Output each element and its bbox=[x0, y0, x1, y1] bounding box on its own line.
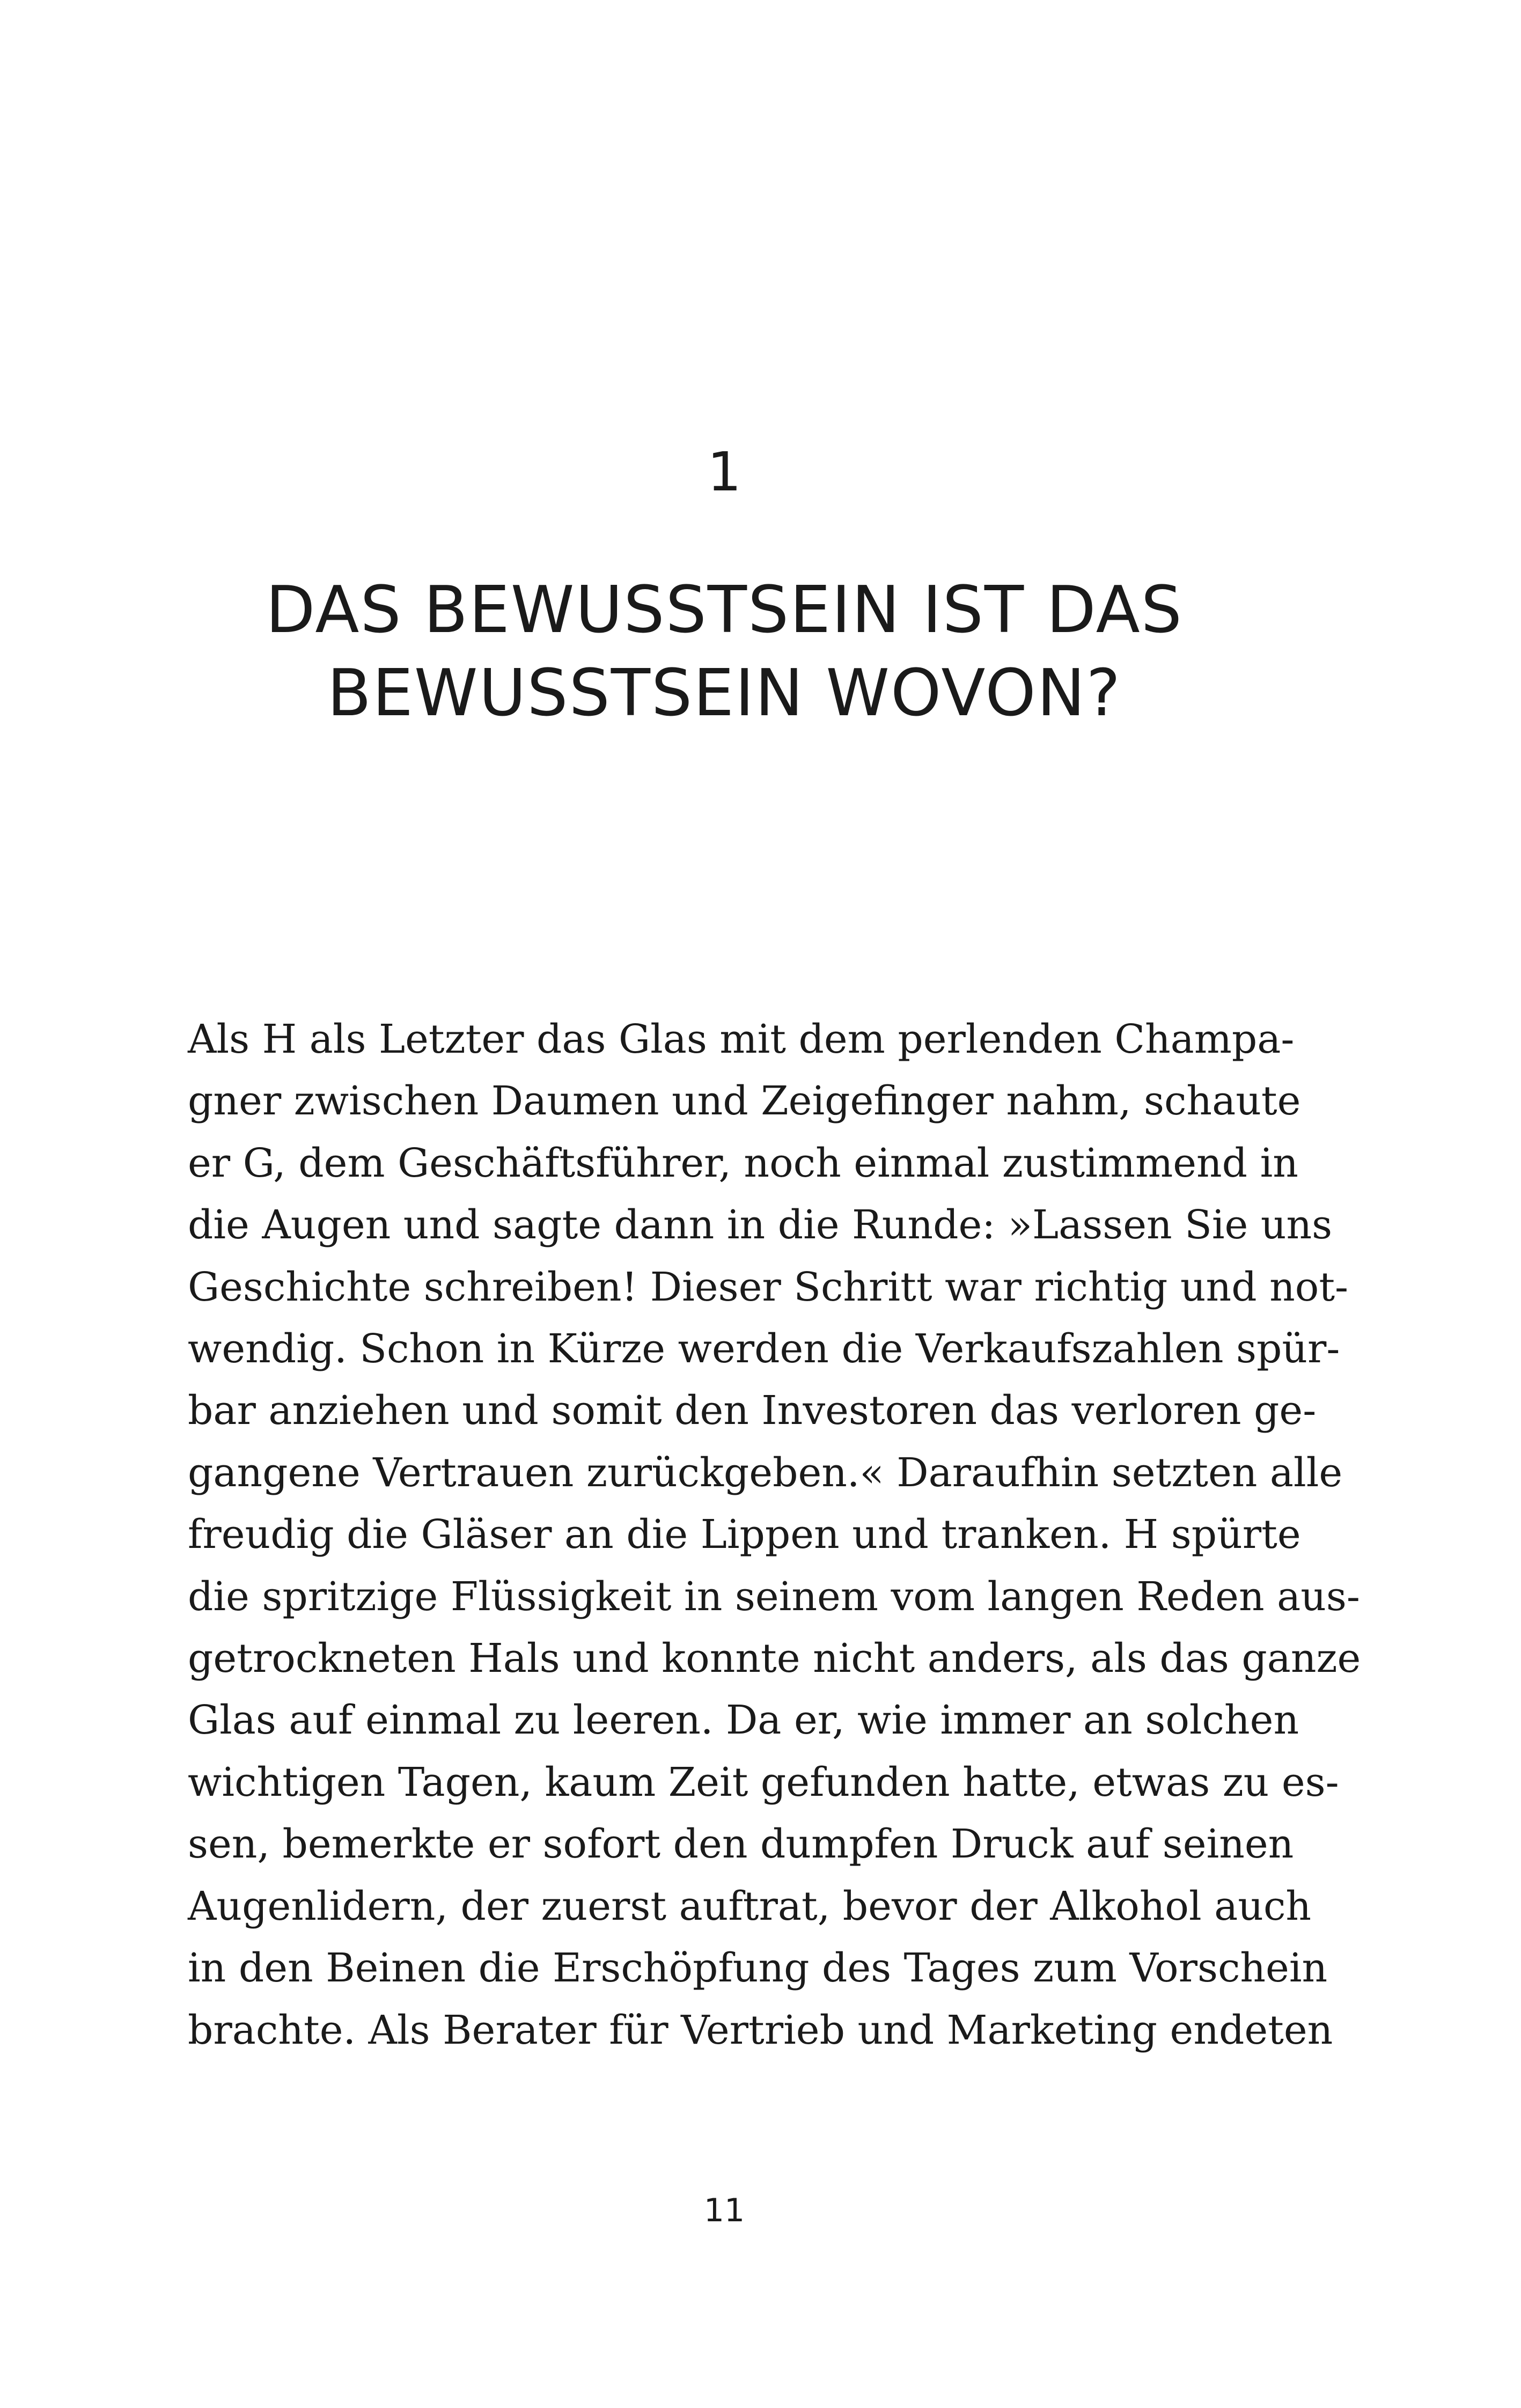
text-line: gangene Vertrauen zurückgeben.« Daraufhin setzten alle bbox=[188, 1449, 1343, 1496]
text-line: sen, bemerkte er sofort den dumpfen Druck auf seinen bbox=[188, 1821, 1294, 1868]
text-line: wichtigen Tagen, kaum Zeit gefunden hatte, etwas zu es- bbox=[188, 1759, 1339, 1805]
text-line: brachte. Als Berater für Vertrieb und Marketing endeten bbox=[188, 2007, 1333, 2053]
text-line: er G, dem Geschäftsführer, noch einmal zustimmend in bbox=[188, 1140, 1298, 1186]
text-line: freudig die Gläser an die Lippen und tranken. H spürte bbox=[188, 1511, 1301, 1558]
page-number: 11 bbox=[703, 2192, 745, 2229]
chapter-title bbox=[0, 569, 1449, 735]
text-line: Geschichte schreiben! Dieser Schritt war richtig und not- bbox=[188, 1264, 1349, 1310]
text-line: wendig. Schon in Kürze werden die Verkaufszahlen spür- bbox=[188, 1326, 1340, 1372]
chapter-number: 1 bbox=[707, 441, 741, 503]
chapter-title-line: BEWUSSTSEIN WOVON? bbox=[327, 656, 1122, 731]
text-line: Als H als Letzter das Glas mit dem perlenden Champa- bbox=[188, 1016, 1295, 1062]
text-line: in den Beinen die Erschöpfung des Tages zum Vorschein bbox=[188, 1945, 1328, 1992]
text-line: die spritzige Flüssigkeit in seinem vom langen Reden aus- bbox=[188, 1573, 1360, 1620]
text-line: Glas auf einmal zu leeren. Da er, wie immer an solchen bbox=[188, 1697, 1299, 1744]
text-line: die Augen und sagte dann in die Runde: »Lassen Sie uns bbox=[188, 1202, 1333, 1249]
text-line: gner zwischen Daumen und Zeigefinger nahm, schaute bbox=[188, 1078, 1301, 1125]
text-line: Augenlidern, der zuerst auftrat, bevor der Alkohol auch bbox=[188, 1883, 1312, 1929]
text-line: getrockneten Hals und konnte nicht anders, als das ganze bbox=[188, 1635, 1361, 1682]
chapter-title-line: DAS BEWUSSTSEIN IST DAS bbox=[266, 573, 1183, 648]
body-paragraph bbox=[188, 1009, 1361, 2061]
text-line: bar anziehen und somit den Investoren das verloren ge- bbox=[188, 1387, 1317, 1434]
